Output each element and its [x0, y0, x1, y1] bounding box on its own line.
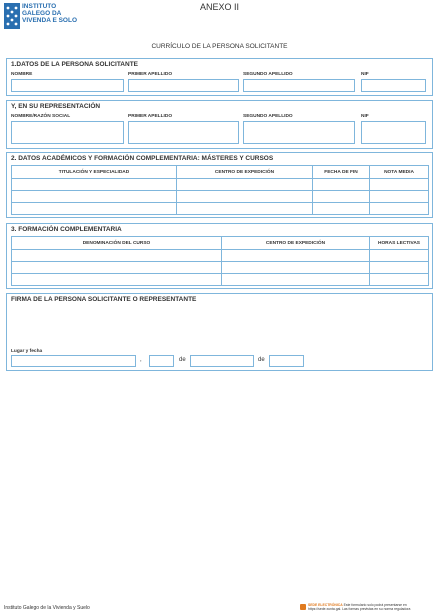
place-input[interactable]	[11, 355, 136, 367]
table-cell[interactable]	[370, 191, 429, 203]
column-header: TITULACIÓN Y ESPECIALIDAD	[12, 166, 177, 179]
day-input[interactable]	[149, 355, 174, 367]
table-cell[interactable]	[370, 179, 429, 191]
field-label-nif: NIF	[361, 114, 369, 119]
date-separator: de	[179, 357, 186, 363]
table-cell[interactable]	[370, 203, 429, 215]
sede-brand: SEDE ELECTRÓNICA	[308, 603, 343, 607]
sede-electronica-icon	[300, 604, 306, 610]
section-title: 2. DATOS ACADÉMICOS Y FORMACIÓN COMPLEMENTARIA: MÁSTERES Y CURSOS	[11, 155, 274, 162]
column-header: HORAS LECTIVAS	[370, 237, 429, 250]
field-label-second-surname: SEGUNDO APELLIDO	[243, 72, 293, 77]
column-header: FECHA DE FIN	[313, 166, 370, 179]
field-label-second-surname: SEGUNDO APELLIDO	[243, 114, 293, 119]
table-cell[interactable]	[370, 274, 429, 286]
table-cell[interactable]	[177, 203, 313, 215]
table-cell[interactable]	[12, 191, 177, 203]
annex-label: ANEXO II	[199, 2, 239, 12]
training-table	[11, 236, 429, 286]
month-input[interactable]	[190, 355, 254, 367]
table-cell[interactable]	[177, 179, 313, 191]
field-label-first-surname: PRIMER APELLIDO	[128, 72, 173, 77]
table-cell[interactable]	[370, 262, 429, 274]
field-label-first-surname: PRIMER APELLIDO	[128, 114, 173, 119]
first-surname-input[interactable]	[128, 79, 239, 92]
table-row	[12, 262, 429, 274]
section-title: Y, EN SU REPRESENTACIÓN	[11, 103, 101, 110]
table-cell[interactable]	[222, 262, 370, 274]
academic-table	[11, 165, 429, 215]
field-label-company-name: NOMBRE/RAZÓN SOCIAL	[11, 114, 71, 119]
year-input[interactable]	[269, 355, 304, 367]
table-cell[interactable]	[177, 191, 313, 203]
field-label-name: NOMBRE	[11, 72, 33, 77]
table-cell[interactable]	[12, 262, 222, 274]
column-header: CENTRO DE EXPEDICIÓN	[177, 166, 313, 179]
table-header-row	[12, 166, 429, 179]
table-header-row	[12, 237, 429, 250]
name-input[interactable]	[11, 79, 124, 92]
column-header: DENOMINACIÓN DEL CURSO	[12, 237, 222, 250]
table-row	[12, 250, 429, 262]
table-row	[12, 274, 429, 286]
second-surname-input[interactable]	[243, 79, 355, 92]
table-cell[interactable]	[313, 191, 370, 203]
table-cell[interactable]	[12, 203, 177, 215]
table-cell[interactable]	[313, 203, 370, 215]
section-complementary-training	[6, 223, 433, 289]
rep-first-surname-input[interactable]	[128, 121, 239, 144]
table-cell[interactable]	[370, 250, 429, 262]
table-cell[interactable]	[222, 250, 370, 262]
company-name-input[interactable]	[11, 121, 124, 144]
column-header: CENTRO DE EXPEDICIÓN	[222, 237, 370, 250]
column-header: NOTA MEDIA	[370, 166, 429, 179]
field-label-nif: NIF	[361, 72, 369, 77]
sede-text: Este formulario solo podrá presentarse en https://sede.xunta.gal. Las formas previstas en su norma reguladora	[308, 603, 411, 611]
document-title: CURRÍCULO DE LA PERSONA SOLICITANTE	[151, 43, 288, 50]
section-signature	[6, 293, 433, 371]
section-representative	[6, 100, 433, 149]
nif-input[interactable]	[361, 79, 426, 92]
table-cell[interactable]	[12, 179, 177, 191]
table-row	[12, 191, 429, 203]
rep-nif-input[interactable]	[361, 121, 426, 144]
date-separator: de	[258, 357, 265, 363]
section-title: FIRMA DE LA PERSONA SOLICITANTE O REPRESENTANTE	[11, 296, 197, 303]
table-cell[interactable]	[222, 274, 370, 286]
place-date-label: Lugar y fecha	[11, 349, 43, 354]
section-applicant-data	[6, 58, 433, 96]
footer-organization: Instituto Galego de la Vivienda y Suelo	[4, 605, 90, 611]
section-title: 3. FORMACIÓN COMPLEMENTARIA	[11, 226, 122, 233]
table-cell[interactable]	[313, 179, 370, 191]
table-cell[interactable]	[12, 274, 222, 286]
table-cell[interactable]	[12, 250, 222, 262]
section-academic-data	[6, 152, 433, 218]
table-row	[12, 203, 429, 215]
logo-text: INSTITUTO GALEGO DA VIVENDA E SOLO	[22, 3, 78, 24]
date-separator: ,	[140, 357, 142, 363]
rep-second-surname-input[interactable]	[243, 121, 355, 144]
section-title: 1.DATOS DE LA PERSONA SOLICITANTE	[11, 61, 139, 68]
table-row	[12, 179, 429, 191]
